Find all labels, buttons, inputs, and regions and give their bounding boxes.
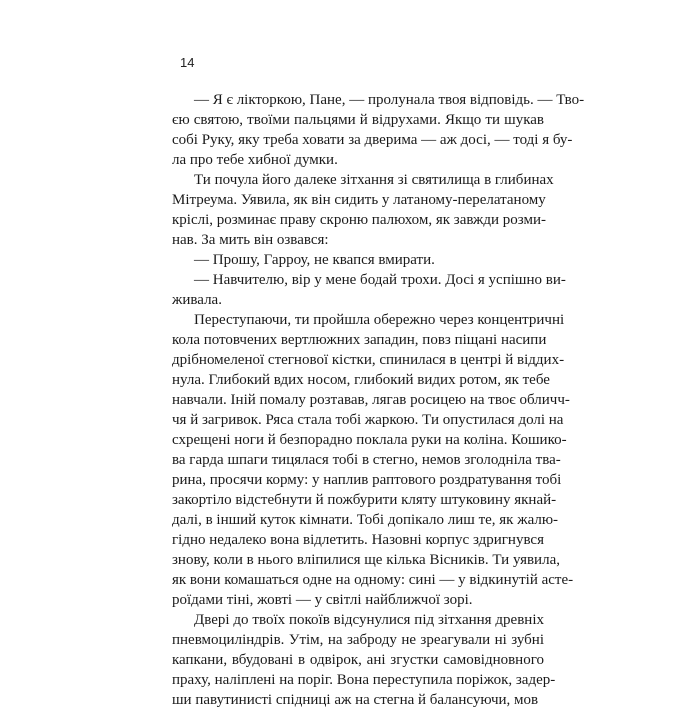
text-line: кола потовчених вертлюжних западин, повз піщані насипи	[172, 332, 547, 348]
text-line: пневмоциліндрів. Утім, на забродy не зреагували ні зубні	[172, 632, 544, 648]
text-line: живала.	[172, 292, 222, 308]
text-line: праху, наліплені на поріг. Вона переступила поріжок, задер-	[172, 672, 556, 688]
text-line: нав. За мить він озвався:	[172, 232, 329, 248]
text-line: ва гарда шпаги тицялася тобі в стегно, немов зголодніла тва-	[172, 452, 561, 468]
text-line: — Я є лікторкою, Пане, — пролунала твоя відповідь. — Тво-	[194, 92, 585, 108]
text-line: кріслі, розминає праву скроню палюхом, як завжди розми-	[172, 212, 547, 228]
text-line: Ти почула його далеке зітхання зі святилища в глибинах	[194, 172, 554, 188]
body-text	[172, 90, 585, 710]
text-line: Переступаючи, ти пройшла обережно через концентричні	[194, 312, 565, 328]
text-line: собі Руку, яку треба ховати за дверима — аж досі, — тоді я бу-	[172, 132, 573, 148]
paragraph	[172, 610, 556, 710]
text-line: ши павутинисті спідниці аж на стегна й балансуючи, мов	[172, 692, 539, 708]
text-line: знову, коли в нього вліпилися ще кілька Вісників. Ти уявила,	[172, 552, 560, 568]
paragraph	[172, 250, 544, 270]
paragraph	[172, 90, 585, 170]
paragraph	[172, 310, 574, 610]
text-line: дрібномеленої стегнової кістки, спинилася в центрі й віддих-	[172, 352, 565, 368]
text-line: роїдами тіні, жовті — у світлі найближчої зорі.	[172, 592, 473, 608]
text-line: Двері до твоїх покоїв відсунулися під зітхання древніх	[194, 612, 544, 628]
text-line: нула. Глибокий вдих носом, глибокий видих ротом, як тебе	[172, 372, 550, 388]
text-line: Мітреума. Уявила, як він сидить у латаному-перелатаному	[172, 192, 546, 208]
paragraph	[172, 170, 554, 250]
text-line: схрещені ноги й безпорадно поклала руки на коліна. Кошико-	[172, 432, 567, 448]
text-line: капкани, вбудовані в одвірок, ані згустки самовідновного	[172, 652, 544, 668]
text-line: — Прошу, Гарроу, не квапся вмирати.	[194, 252, 435, 268]
page-number: 14	[180, 55, 195, 70]
text-line: як вони комашаться одне на одному: сині — у відкинутій асте-	[172, 572, 574, 588]
text-line: гідно недалеко вона відлетить. Назовні корпус здригнувся	[172, 532, 544, 548]
text-line: закортіло відстебнути й пожбурити кляту штуковину якнай-	[172, 492, 557, 508]
text-line: — Навчителю, вір у мене бодай трохи. Досі я успішно ви-	[194, 272, 566, 288]
paragraph	[172, 270, 566, 310]
text-line: єю святою, твоїми пальцями й відрухами. Якщо ти шукав	[172, 112, 544, 128]
text-line: чя й загривок. Ряса стала тобі жаркою. Ти опустилася долі на	[172, 412, 564, 428]
text-line: далі, в інший куток кімнати. Тобі допікало лиш те, як жалю-	[172, 512, 559, 528]
text-line: ла про тебе хибної думки.	[172, 152, 338, 168]
text-line: навчали. Іній помалу розтавав, лягав росицею на твоє обличч-	[172, 392, 570, 408]
text-line: рина, просячи корму: у наплив раптового роздратування тобі	[172, 472, 562, 488]
